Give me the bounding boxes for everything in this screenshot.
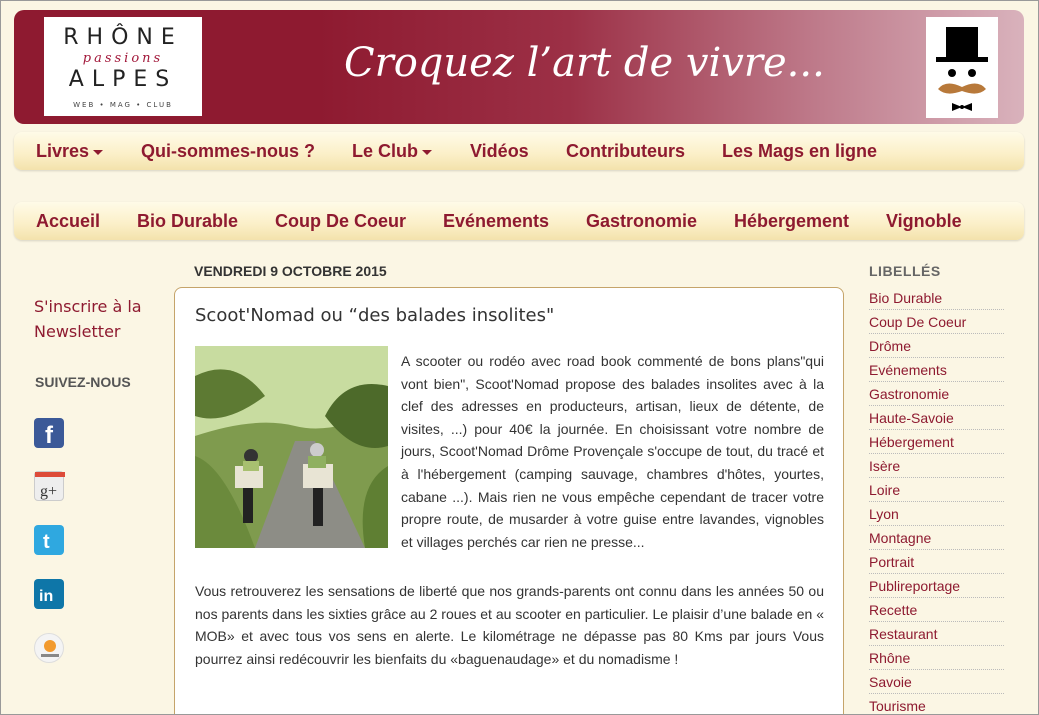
category-vignoble[interactable]: Vignoble: [886, 211, 962, 231]
site-header: [14, 10, 1024, 124]
nav-item-qui-sommes-nous[interactable]: Qui-sommes-nous ?: [141, 141, 316, 161]
label-link[interactable]: Montagne: [869, 526, 1004, 550]
svg-text:t: t: [43, 531, 50, 553]
label-link[interactable]: Hébergement: [869, 430, 1004, 454]
label-link[interactable]: Coup De Coeur: [869, 310, 1004, 334]
label-link[interactable]: Recette: [869, 598, 1004, 622]
caret-down-icon: [93, 150, 103, 155]
viadeo-icon[interactable]: [34, 633, 64, 663]
labels-list: [869, 286, 1004, 715]
label-link[interactable]: Loire: [869, 478, 1004, 502]
site-logo[interactable]: [44, 17, 202, 116]
nav-item-videos[interactable]: Vidéos: [470, 141, 529, 161]
blog-post: [174, 287, 844, 715]
nav-item-mags-en-ligne[interactable]: Les Mags en ligne: [722, 141, 878, 161]
labels-heading: LIBELLÉS: [869, 263, 941, 279]
logo-line-1: RHÔNE: [63, 25, 183, 50]
label-link[interactable]: Restaurant: [869, 622, 1004, 646]
post-date: VENDREDI 9 OCTOBRE 2015: [194, 263, 387, 279]
svg-text:in: in: [39, 588, 54, 605]
label-link[interactable]: Gastronomie: [869, 382, 1004, 406]
label-link[interactable]: Portrait: [869, 550, 1004, 574]
logo-line-2: passions: [82, 51, 164, 66]
label-link[interactable]: Haute-Savoie: [869, 406, 1004, 430]
label-link[interactable]: Savoie: [869, 670, 1004, 694]
mascot-image: [926, 17, 998, 118]
label-link[interactable]: Bio Durable: [869, 286, 1004, 310]
svg-text:g+: g+: [40, 483, 58, 500]
category-gastronomie[interactable]: Gastronomie: [586, 211, 698, 231]
post-title[interactable]: Scoot'Nomad ou “des balades insolites": [195, 305, 555, 326]
category-accueil[interactable]: Accueil: [36, 211, 101, 231]
category-coup-de-coeur[interactable]: Coup De Coeur: [275, 211, 407, 231]
nav-item-livres[interactable]: [36, 141, 103, 162]
label-link[interactable]: Tourisme: [869, 694, 1004, 715]
post-intro: A scooter ou rodéo avec road book commenté de bons plans"qui vont bien", Scoot'Nomad propose des balades insolites avec à la clef des adresses en producteurs, artisan, lieux de détente, de visites, ...) pour 40€ la journée. En choisissant votre nombre de jours, Scoot'Nomad Drôme Provençale s'occupe de tout, du tracé et à l'hébergement (camping sauvage, chambres d'hôtes, yourtes, cabane ...). Mais rien ne vous empêche cependant de tracer votre propre route, de musarder à votre guise entre lavandes, vignobles et villages perchés car rien ne presse...: [401, 353, 824, 550]
top-nav: [14, 132, 1024, 170]
caret-down-icon: [422, 150, 432, 155]
scooter-photo[interactable]: [195, 346, 388, 548]
nav-label: Le Club: [352, 141, 418, 161]
category-bio-durable[interactable]: Bio Durable: [137, 211, 239, 231]
newsletter-link[interactable]: S'inscrire à la Newsletter: [34, 297, 142, 341]
nav-item-le-club[interactable]: [352, 141, 432, 162]
svg-text:f: f: [45, 422, 53, 448]
logo-line-3: ALPES: [68, 67, 178, 92]
label-link[interactable]: Evénements: [869, 358, 1004, 382]
nav-label: Livres: [36, 141, 90, 161]
category-nav: [14, 202, 1024, 240]
facebook-icon[interactable]: [34, 418, 64, 448]
twitter-icon[interactable]: [34, 525, 64, 555]
label-link[interactable]: Isère: [869, 454, 1004, 478]
linkedin-icon[interactable]: [34, 579, 64, 609]
site-tagline: Croquez l’art de vivre...: [344, 40, 825, 86]
nav-item-contributeurs[interactable]: Contributeurs: [566, 141, 685, 161]
category-evenements[interactable]: Evénements: [443, 211, 550, 231]
google-plus-icon[interactable]: [34, 471, 64, 501]
label-link[interactable]: Rhône: [869, 646, 1004, 670]
label-link[interactable]: Drôme: [869, 334, 1004, 358]
logo-line-4: WEB • MAG • CLUB: [73, 101, 173, 109]
post-paragraph: Vous retrouverez les sensations de liberté que nos grands-parents ont connu dans les années 50 ou nos parents dans les sixties grâce au 2 roues et au scooter en particulier. Le plaisir d’une balade en « MOB» et avec tous vos sens en alerte. Le kilométrage ne dépasse pas 80 Kms par jours Vous pourrez ainsi redécouvrir les bienfaits du «baguenaudage» et du nomadisme !: [195, 583, 824, 667]
label-link[interactable]: Publireportage: [869, 574, 1004, 598]
label-link[interactable]: Lyon: [869, 502, 1004, 526]
category-hebergement[interactable]: Hébergement: [734, 211, 850, 231]
follow-us-heading: SUIVEZ-NOUS: [35, 374, 131, 390]
